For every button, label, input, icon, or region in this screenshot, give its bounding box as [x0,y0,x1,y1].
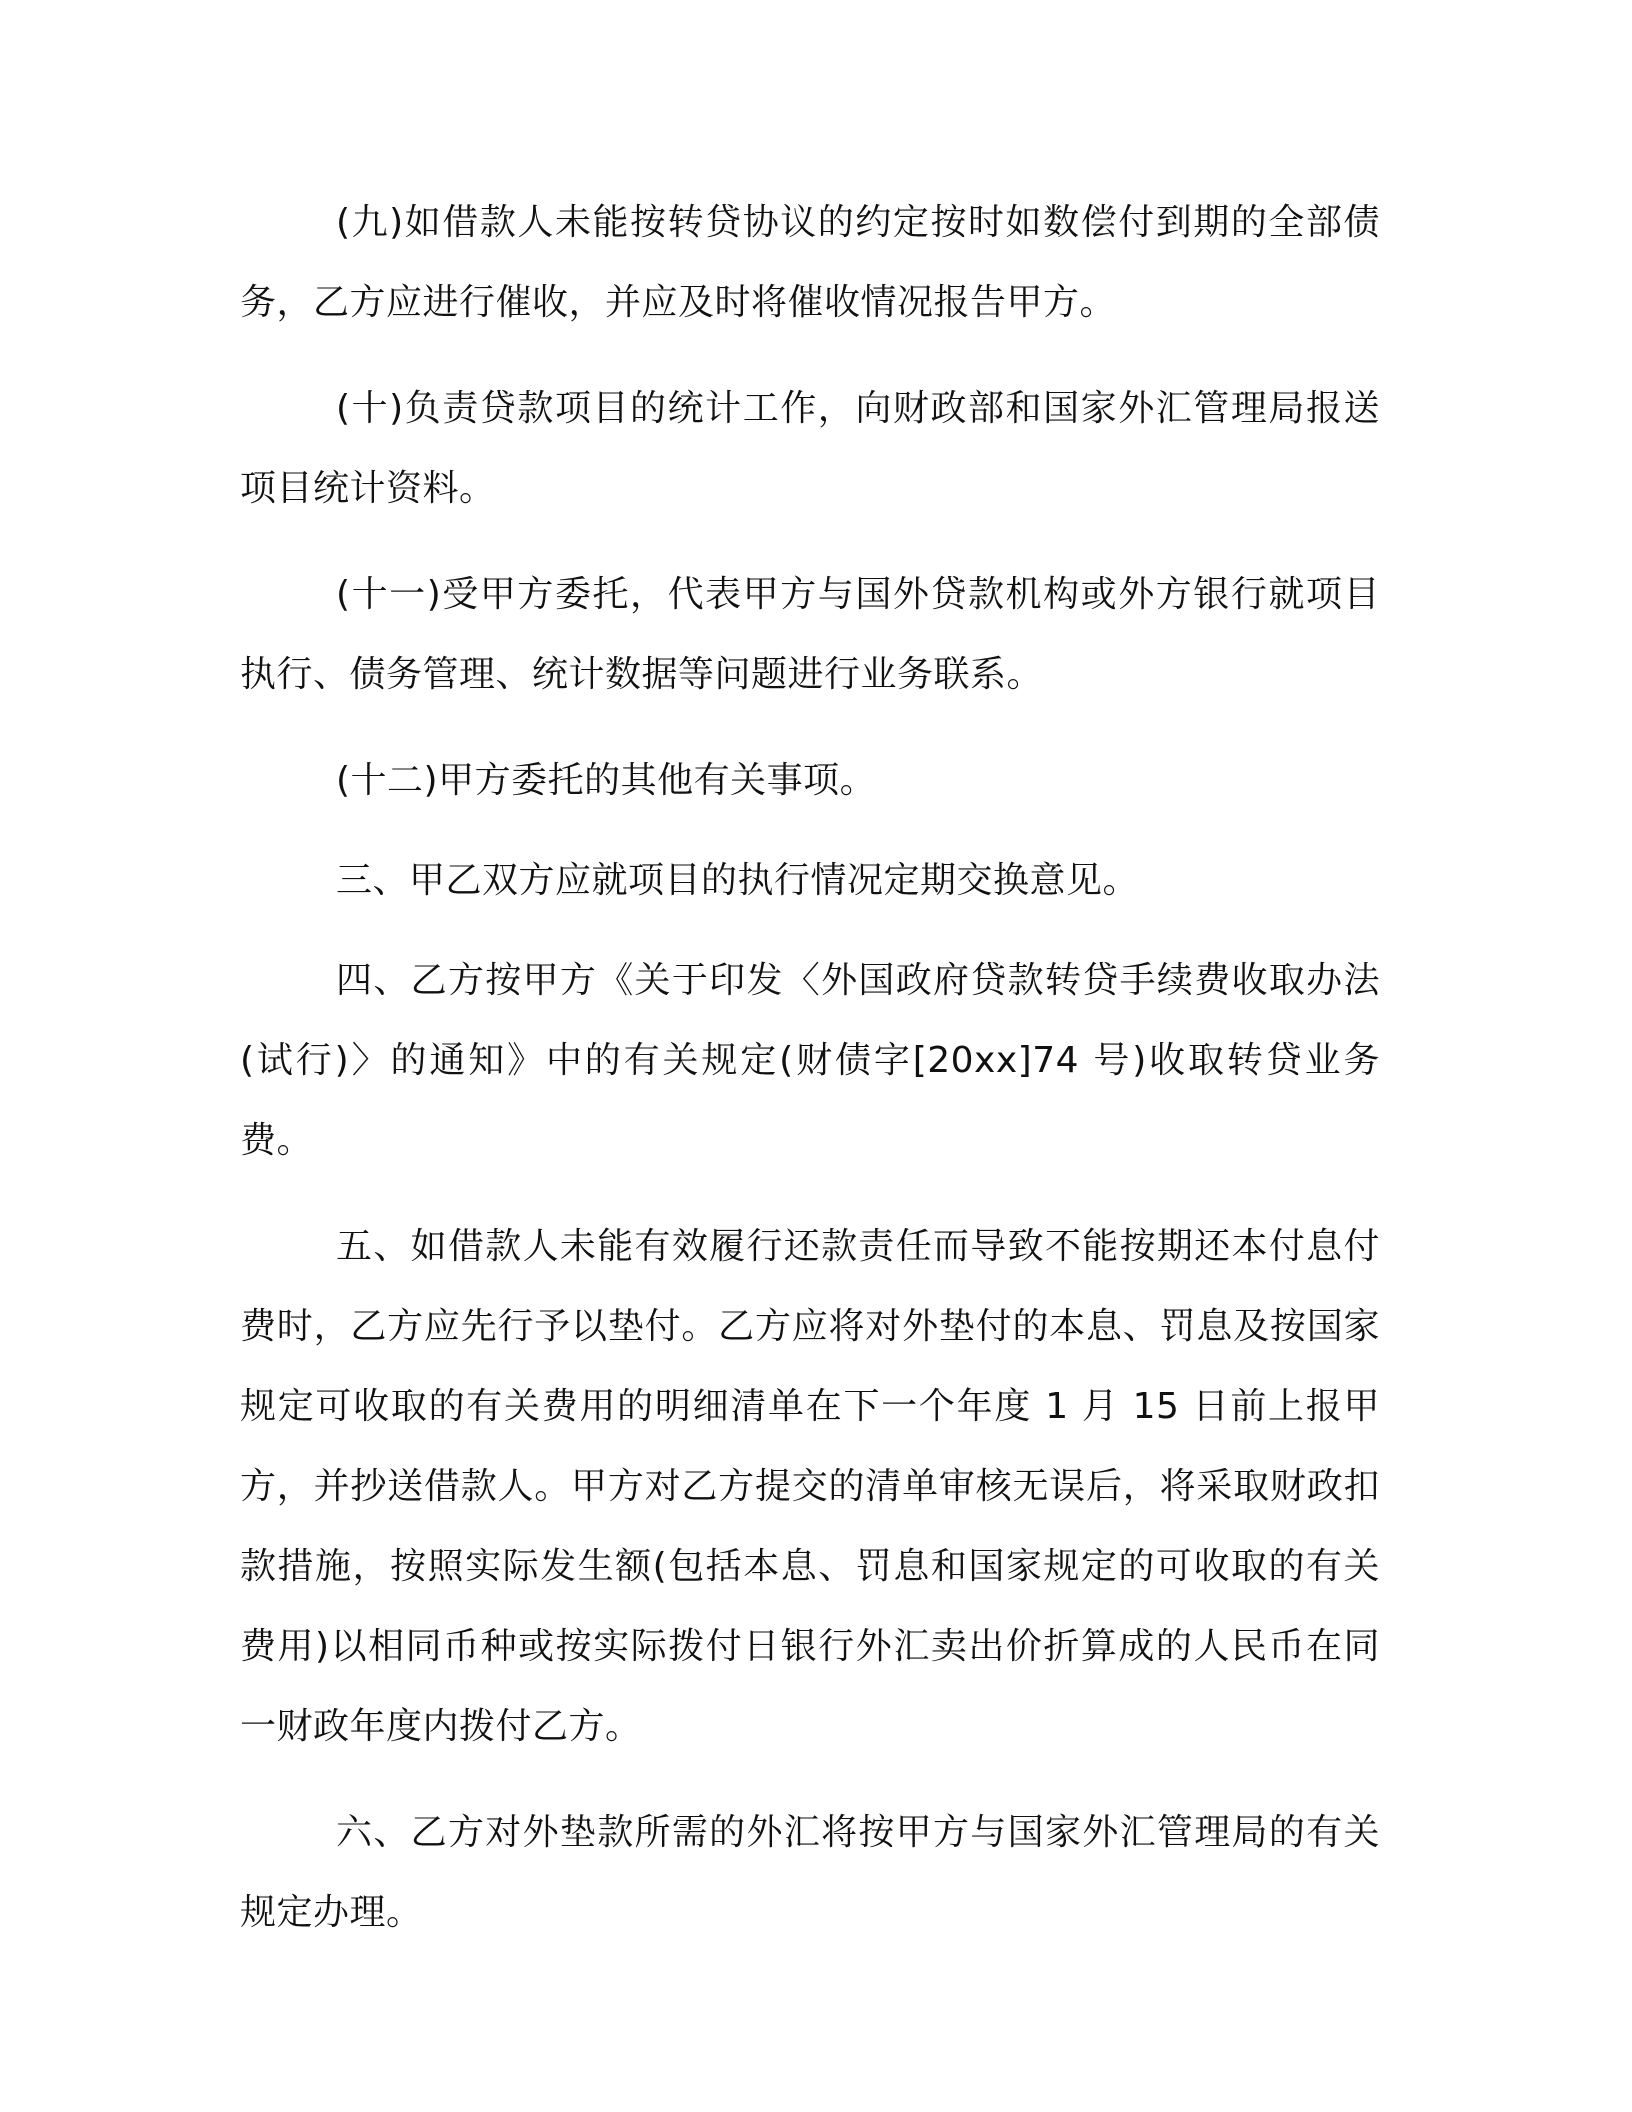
paragraph-section-6: 六、乙方对外垫款所需的外汇将按甲方与国家外汇管理局的有关规定办理。 [240,1812,1380,1933]
paragraph-item-11: (十一)受甲方委托，代表甲方与国外贷款机构或外方银行就项目执行、债务管理、统计数据等问题进行业务联系。 [240,574,1380,695]
paragraph-item-12: (十二)甲方委托的其他有关事项。 [336,760,877,801]
paragraph-section-5: 五、如借款人未能有效履行还款责任而导致不能按期还本付息付费时，乙方应先行予以垫付。乙方应将对外垫付的本息、罚息及按国家规定可收取的有关费用的明细清单在下一个年度 1 月 15 日前上报甲方，并抄送借款人。甲方对乙方提交的清单审核无误后，将采取财政扣款措施，按照实际发生额(包括本息、罚息和国家规定的可收取的有关费用)以相同币种或按实际拨付日银行外汇卖出价折算成的人民币在同一财政年度内拨付乙方。 [240,1226,1380,1747]
paragraph-section-3: 三、甲乙双方应就项目的执行情况定期交换意见。 [336,860,1140,901]
paragraph-item-9: (九)如借款人未能按转贷协议的约定按时如数偿付到期的全部债务，乙方应进行催收，并应及时将催收情况报告甲方。 [240,202,1380,323]
document-body [240,183,1380,1979]
paragraph-section-4: 四、乙方按甲方《关于印发〈外国政府贷款转贷手续费收取办法(试行)〉的通知》中的有关规定(财债字[20xx]74 号)收取转贷业务费。 [240,960,1380,1161]
paragraph-item-10: (十)负责贷款项目的统计工作，向财政部和国家外汇管理局报送项目统计资料。 [240,388,1380,509]
